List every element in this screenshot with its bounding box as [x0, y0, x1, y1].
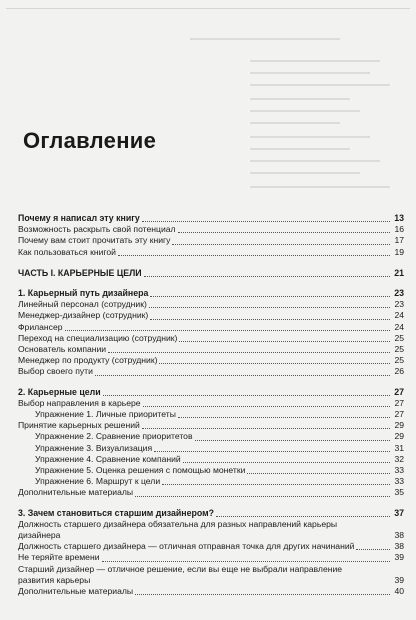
toc-entry-page: 27: [394, 397, 404, 408]
toc-entry-page: 38: [394, 541, 404, 552]
toc-dot-leader: [247, 473, 390, 474]
toc-entry-page: 25: [394, 355, 404, 366]
toc-entry-page: 24: [394, 321, 404, 332]
toc-entry-page: 33: [394, 465, 404, 476]
toc-entry-page: 27: [394, 409, 404, 420]
toc-section-gap: [18, 499, 404, 508]
toc-entry-label: Как пользоваться книгой: [18, 246, 116, 257]
toc-entry-label: Должность старшего дизайнера обязательна для разных направлений карьеры дизайнера: [18, 518, 338, 541]
toc-entry-page: 35: [394, 487, 404, 498]
toc-entry-label: Выбор направления в карьере: [18, 397, 141, 408]
toc-dot-leader: [179, 341, 390, 342]
toc-entry-label: Выбор своего пути: [18, 366, 93, 377]
toc-dot-leader: [142, 428, 390, 429]
toc-entry-label: Менеджер по продукту (сотрудник): [18, 355, 158, 366]
toc-entry[interactable]: [18, 443, 404, 454]
toc-entry-page: 40: [394, 586, 404, 597]
toc-dot-leader: [178, 232, 390, 233]
toc-entry-label: Фрилансер: [18, 321, 63, 332]
toc-entry[interactable]: [18, 299, 404, 310]
toc-entry-page: 23: [394, 288, 404, 299]
toc-entry[interactable]: [18, 288, 404, 299]
toc-entry-label: 3. Зачем становиться старшим дизайнером?: [18, 507, 215, 518]
toc-dot-leader: [172, 244, 390, 245]
toc-dot-leader: [95, 375, 390, 376]
toc-entry-label: Не теряйте времени: [18, 552, 100, 563]
toc-entry-label: Почему я написал эту книгу: [18, 213, 140, 223]
toc-entry-page: 37: [394, 507, 404, 518]
toc-dot-leader: [108, 352, 390, 353]
toc-section-gap: [18, 258, 404, 268]
toc-entry[interactable]: [18, 224, 404, 235]
toc-entry[interactable]: [18, 541, 404, 552]
toc-entry[interactable]: [18, 333, 404, 344]
toc-entry-page: 24: [394, 310, 404, 321]
toc-entry-label: Почему вам стоит прочитать эту книгу: [18, 235, 171, 246]
toc-entry[interactable]: [18, 398, 404, 409]
bleed-through-background: [0, 0, 416, 200]
toc-dot-leader: [135, 496, 390, 497]
toc-entry-page: 32: [394, 453, 404, 464]
toc-dot-leader: [150, 296, 390, 297]
toc-dot-leader: [144, 276, 390, 277]
toc-entry[interactable]: [18, 519, 404, 541]
toc-entry[interactable]: [18, 431, 404, 442]
toc-entry[interactable]: [18, 552, 404, 563]
toc-entry[interactable]: [18, 235, 404, 246]
toc-entry[interactable]: [18, 355, 404, 366]
toc-dot-leader: [150, 319, 390, 320]
toc-entry-page: 33: [394, 476, 404, 487]
toc-entry-label: Возможность раскрыть свой потенциал: [18, 224, 176, 235]
toc-entry-page: 17: [394, 235, 404, 246]
toc-entry-label: 1. Карьерный путь дизайнера: [18, 288, 149, 299]
toc-dot-leader: [142, 221, 390, 222]
toc-entry-page: 16: [394, 224, 404, 235]
toc-entry[interactable]: [18, 322, 404, 333]
toc-entry-label: Упражнение 2. Сравнение приоритетов: [35, 431, 193, 442]
toc-dot-leader: [118, 255, 390, 256]
toc-entry-label: Принятие карьерных решений: [18, 420, 140, 431]
toc-entry[interactable]: [18, 564, 404, 586]
table-of-contents: [18, 213, 404, 597]
toc-entry[interactable]: [18, 508, 404, 519]
toc-dot-leader: [195, 440, 390, 441]
toc-dot-leader: [65, 330, 390, 331]
toc-dot-leader: [178, 417, 390, 418]
toc-dot-leader: [102, 561, 391, 562]
toc-entry-page: 39: [394, 552, 404, 563]
toc-entry[interactable]: [18, 409, 404, 420]
toc-entry-page: 13: [394, 213, 404, 223]
toc-entry[interactable]: [18, 420, 404, 431]
toc-entry[interactable]: [18, 387, 404, 398]
toc-entry-label: Упражнение 1. Личные приоритеты: [35, 409, 176, 420]
toc-dot-leader: [143, 406, 390, 407]
toc-dot-leader: [216, 516, 390, 517]
toc-section-gap: [18, 378, 404, 387]
toc-entry[interactable]: [18, 344, 404, 355]
toc-entry[interactable]: [18, 586, 404, 597]
toc-dot-leader: [135, 594, 390, 595]
toc-entry-label: Линейный персонал (сотрудник): [18, 299, 147, 310]
toc-entry-label: Должность старшего дизайнера — отличная отправная точка для других начинаний: [18, 541, 355, 552]
toc-section-gap: [18, 279, 404, 288]
toc-dot-leader: [159, 363, 390, 364]
toc-entry-label: Дополнительные материалы: [18, 487, 134, 498]
toc-entry-page: 31: [394, 442, 404, 453]
toc-entry[interactable]: [18, 247, 404, 258]
toc-entry-label: Дополнительные материалы: [18, 586, 134, 597]
toc-dot-leader: [183, 462, 390, 463]
toc-entry[interactable]: [18, 213, 404, 224]
toc-entry-label: Старший дизайнер — отличное решение, если вы еще не выбрали направление развития карьеры: [18, 563, 343, 585]
toc-dot-leader: [103, 395, 390, 396]
toc-entry-label: Менеджер-дизайнер (сотрудник): [18, 310, 149, 321]
toc-entry-page: 23: [394, 299, 404, 310]
toc-entry-page: 29: [394, 420, 404, 431]
toc-entry-label: Упражнение 5. Оценка решения с помощью монетки: [35, 465, 246, 476]
toc-entry[interactable]: [18, 268, 404, 279]
toc-entry-page: 27: [394, 386, 404, 397]
toc-dot-leader: [162, 484, 390, 485]
toc-entry-page: 25: [394, 332, 404, 343]
toc-entry-label: Основатель компании: [18, 344, 107, 355]
toc-entry[interactable]: [18, 310, 404, 321]
toc-entry-label: 2. Карьерные цели: [18, 386, 101, 397]
toc-entry-page: 25: [394, 344, 404, 355]
page-top-rule: [6, 8, 410, 9]
toc-entry-label: Переход на специализацию (сотрудник): [18, 332, 178, 343]
toc-entry-page: 39: [394, 574, 404, 585]
toc-entry[interactable]: [18, 465, 404, 476]
toc-entry[interactable]: [18, 476, 404, 487]
toc-entry-label: ЧАСТЬ I. КАРЬЕРНЫЕ ЦЕЛИ: [18, 267, 142, 278]
toc-entry-page: 19: [394, 246, 404, 257]
toc-entry-page: 38: [394, 530, 404, 541]
toc-entry[interactable]: [18, 454, 404, 465]
toc-dot-leader: [154, 451, 390, 452]
toc-entry[interactable]: [18, 487, 404, 498]
toc-entry-label: Упражнение 6. Маршрут к цели: [35, 476, 161, 487]
toc-entry-page: 21: [394, 267, 404, 278]
toc-entry[interactable]: [18, 366, 404, 377]
page-title: Оглавление: [23, 128, 157, 153]
toc-entry-page: 29: [394, 431, 404, 442]
toc-dot-leader: [356, 549, 390, 550]
toc-dot-leader: [149, 307, 390, 308]
toc-entry-label: Упражнение 3. Визуализация: [35, 442, 153, 453]
toc-entry-label: Упражнение 4. Сравнение компаний: [35, 453, 181, 464]
toc-entry-page: 26: [394, 366, 404, 377]
